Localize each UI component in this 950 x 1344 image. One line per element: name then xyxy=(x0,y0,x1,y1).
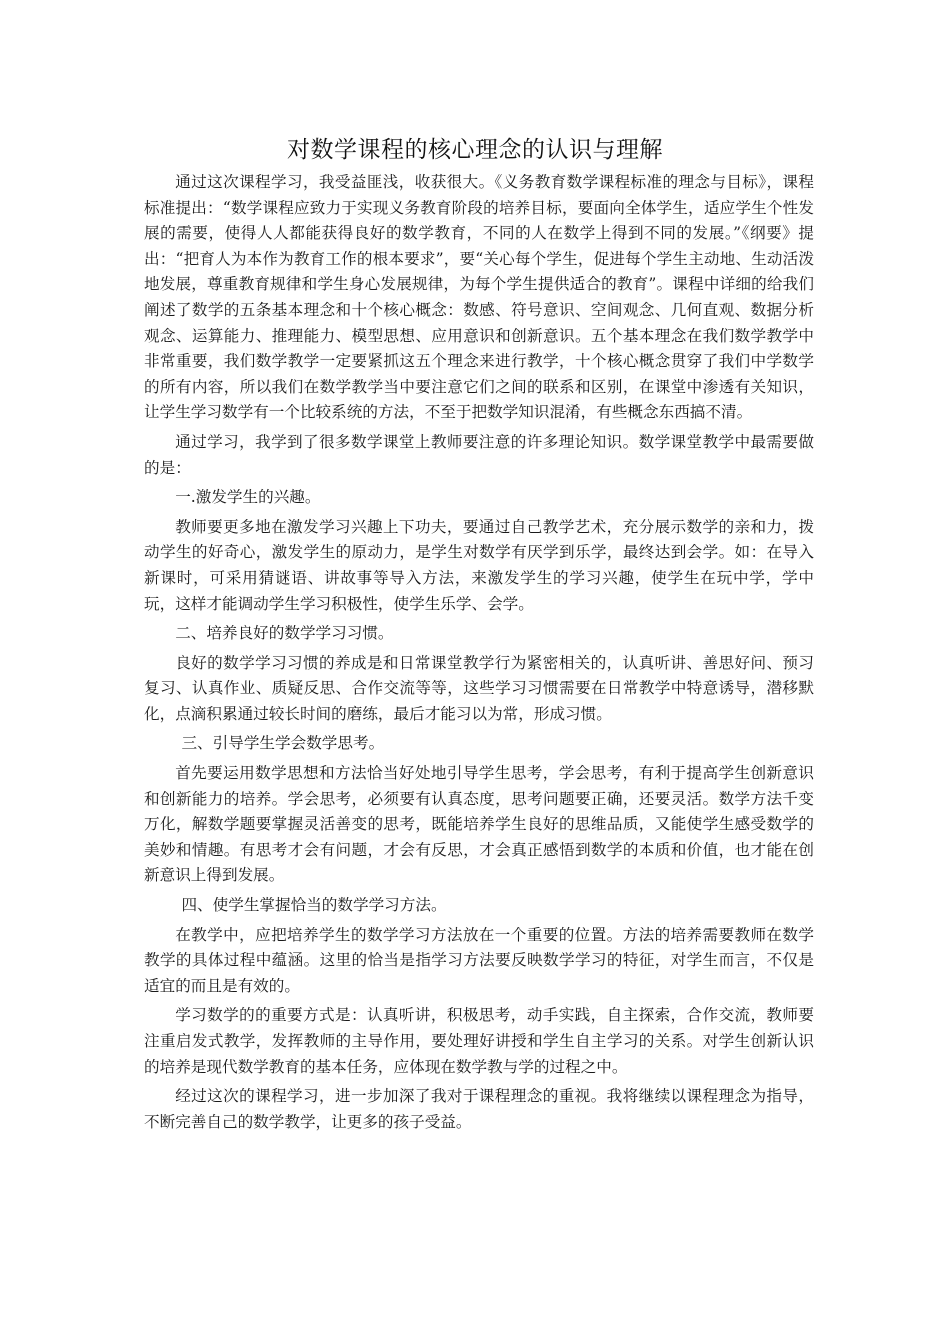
conclusion-paragraph: 经过这次的课程学习，进一步加深了我对于课程理念的重视。我将继续以课程理念为指导，不断完善自己的数学教学，让更多的孩子受益。 xyxy=(144,1087,814,1131)
section-heading-3: 三、引导学生学会数学思考。 xyxy=(181,734,385,753)
section-4-paragraph-2: 学习数学的的重要方式是：认真听讲，积极思考，动手实践，自主探索，合作交流，教师要注重启发式教学，发挥教师的主导作用，要处理好讲授和学生自主学习的关系。对学生创新认识的培养是现代数学教育的基本任务，应体现在数学教与学的过程之中。 xyxy=(144,1006,814,1076)
section-3-paragraph: 首先要运用数学思想和方法恰当好处地引导学生思考，学会思考，有利于提高学生创新意识和创新能力的培养。学会思考，必须要有认真态度，思考问题要正确，还要灵活。数学方法千变万化，解数学题要掌握灵活善变的思考，既能培养学生良好的思维品质，又能使学生感受数学的美妙和情趣。有思考才会有问题，才会有反思，才会真正感悟到数学的本质和价值，也才能在创新意识上得到发展。 xyxy=(144,764,814,885)
section-2-paragraph: 良好的数学学习习惯的养成是和日常课堂教学行为紧密相关的，认真听讲、善思好问、预习复习、认真作业、质疑反思、合作交流等等，这些学习习惯需要在日常教学中特意诱导，潜移默化，点滴积累通过较长时间的磨练，最后才能习以为常，形成习惯。 xyxy=(144,653,814,723)
section-4-paragraph-1: 在教学中，应把培养学生的数学学习方法放在一个重要的位置。方法的培养需要教师在数学教学的具体过程中蕴涵。这里的恰当是指学习方法要反映数学学习的特征，对学生而言，不仅是适宜的而且是有效的。 xyxy=(144,925,814,995)
section-1-paragraph: 教师要更多地在激发学习兴趣上下功夫，要通过自己教学艺术，充分展示数学的亲和力，拨动学生的好奇心，激发学生的原动力，是学生对数学有厌学到乐学，最终达到会学。如：在导入新课时，可采用猜谜语、讲故事等导入方法，来激发学生的学习兴趣，使学生在玩中学，学中玩，这样才能调动学生学习积极性，使学生乐学、会学。 xyxy=(144,517,814,613)
paragraph-lead-in: 通过学习，我学到了很多数学课堂上教师要注意的许多理论知识。数学课堂教学中最需要做的是： xyxy=(144,432,814,477)
section-heading-1: 一.激发学生的兴趣。 xyxy=(175,488,321,507)
section-heading-4: 四、使学生掌握恰当的数学学习方法。 xyxy=(181,896,447,915)
document-body xyxy=(144,170,814,1139)
section-heading-2: 二、培养良好的数学学习习惯。 xyxy=(175,624,394,643)
paragraph-intro: 通过这次课程学习，我受益匪浅，收获很大。《义务教育数学课程标准的理念与目标》，课程标准提出：“数学课程应致力于实现义务教育阶段的培养目标，要面向全体学生，适应学生个性发展的需要，使得人人都能获得良好的数学教育，不同的人在数学上得到不同的发展。”《纲要》提出：“把育人为本作为教育工作的根本要求”，要“关心每个学生，促进每个学生主动地、生动活泼地发展，尊重教育规律和学生身心发展规律，为每个学生提供适合的教育”。课程中详细的给我们阐述了数学的五条基本理念和十个核心概念：数感、符号意识、空间观念、几何直观、数据分析观念、运算能力、推理能力、模型思想、应用意识和创新意识。五个基本理念在我们数学教学中非常重要，我们数学教学一定要紧抓这五个理念来进行教学，十个核心概念贯穿了我们中学数学的所有内容，所以我们在数学教学当中要注意它们之间的联系和区别，在课堂中渗透有关知识，让学生学习数学有一个比较系统的方法，不至于把数学知识混淆，有些概念东西搞不清。 xyxy=(144,173,814,422)
document-title: 对数学课程的核心理念的认识与理解 xyxy=(287,137,663,163)
